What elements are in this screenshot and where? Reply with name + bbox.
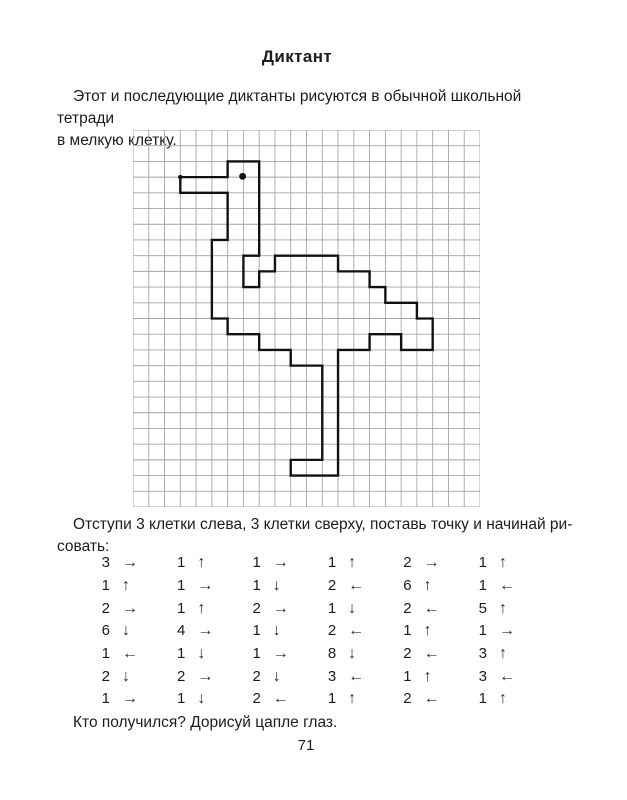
step-arrow-down-icon: ↓: [272, 667, 281, 685]
step-count: 1: [252, 577, 261, 595]
step-count: 2: [101, 599, 110, 617]
step-arrow-down-icon: ↓: [348, 645, 357, 663]
dictation-step: [95, 600, 170, 618]
dictation-step: [472, 554, 547, 572]
step-count: 1: [478, 554, 487, 572]
step-count: 2: [252, 599, 261, 617]
dictation-step: [397, 645, 472, 663]
dictation-step: [95, 554, 170, 572]
step-arrow-left-icon: ←: [122, 645, 138, 663]
step-count: 5: [478, 599, 487, 617]
step-count: 1: [177, 645, 186, 663]
dictation-table: [95, 552, 547, 711]
step-count: 1: [252, 622, 261, 640]
dictation-step: [246, 668, 321, 686]
dictation-step: [95, 577, 170, 595]
step-count: 3: [478, 667, 487, 685]
step-count: 1: [177, 577, 186, 595]
step-arrow-left-icon: ←: [498, 577, 515, 595]
dictation-step: [246, 645, 321, 663]
step-count: 2: [101, 667, 110, 685]
step-count: 6: [101, 622, 110, 640]
dictation-step: [321, 622, 396, 640]
dictation-step: [246, 622, 321, 640]
step-arrow-right-icon: →: [122, 599, 138, 617]
dictation-row: [95, 597, 547, 620]
step-count: 1: [252, 554, 261, 572]
step-arrow-right-icon: →: [197, 667, 214, 685]
step-count: 1: [327, 554, 337, 572]
step-count: 2: [327, 577, 337, 595]
step-arrow-right-icon: →: [122, 690, 138, 708]
dictation-step: [472, 622, 547, 640]
instruction-line: совать:: [57, 538, 110, 555]
instruction-line: Отступи 3 клетки слева, 3 клетки сверху, поставь точку и начинай ри-: [73, 516, 573, 533]
step-count: 1: [403, 667, 412, 685]
dictation-step: [397, 690, 472, 708]
step-arrow-up-icon: ↑: [498, 599, 507, 617]
heron-eye-dot: [239, 173, 246, 180]
dictation-step: [170, 690, 245, 708]
step-count: 3: [101, 554, 110, 572]
dictation-step: [397, 577, 472, 595]
step-count: 2: [403, 690, 412, 708]
dictation-step: [397, 622, 472, 640]
dictation-row: [95, 575, 547, 598]
step-arrow-up-icon: ↑: [197, 554, 206, 572]
dictation-row: [95, 552, 547, 575]
step-count: 1: [177, 554, 186, 572]
dictation-step: [472, 668, 547, 686]
dictation-row: [95, 665, 547, 688]
step-arrow-down-icon: ↓: [272, 622, 281, 640]
step-arrow-left-icon: ←: [498, 667, 515, 685]
step-arrow-down-icon: ↓: [197, 645, 206, 663]
dictation-step: [321, 577, 396, 595]
step-arrow-left-icon: ←: [348, 667, 365, 685]
dictation-step: [95, 690, 170, 708]
step-count: 2: [252, 690, 261, 708]
dictation-step: [472, 577, 547, 595]
step-arrow-up-icon: ↑: [423, 577, 432, 595]
dictation-step: [246, 600, 321, 618]
step-arrow-down-icon: ↓: [197, 690, 206, 708]
step-count: 1: [478, 690, 487, 708]
step-count: 1: [478, 577, 487, 595]
dictation-step: [472, 690, 547, 708]
dictation-step: [397, 668, 472, 686]
step-count: 2: [177, 667, 186, 685]
step-count: 1: [177, 690, 186, 708]
step-count: 2: [403, 645, 412, 663]
step-arrow-left-icon: ←: [423, 599, 440, 617]
step-count: 1: [327, 690, 337, 708]
step-arrow-right-icon: →: [122, 554, 138, 572]
step-arrow-right-icon: →: [272, 599, 289, 617]
dictation-row: [95, 643, 547, 666]
step-arrow-up-icon: ↑: [498, 645, 507, 663]
dictation-step: [321, 668, 396, 686]
step-arrow-right-icon: →: [197, 577, 214, 595]
step-count: 3: [478, 645, 487, 663]
dictation-grid-figure: [133, 130, 480, 507]
step-arrow-up-icon: ↑: [498, 690, 507, 708]
step-count: 1: [101, 690, 110, 708]
dictation-step: [170, 554, 245, 572]
dictation-step: [321, 554, 396, 572]
step-count: 2: [403, 599, 412, 617]
step-count: 1: [101, 577, 110, 595]
page-number: 71: [297, 737, 315, 754]
dictation-step: [397, 554, 472, 572]
start-dot: [178, 175, 183, 180]
dictation-step: [397, 600, 472, 618]
step-arrow-up-icon: ↑: [423, 667, 432, 685]
step-count: 1: [403, 622, 412, 640]
step-count: 1: [177, 599, 186, 617]
step-arrow-down-icon: ↓: [348, 599, 357, 617]
step-count: 1: [252, 645, 261, 663]
dictation-step: [170, 622, 245, 640]
step-arrow-right-icon: →: [272, 645, 289, 663]
dictation-step: [95, 668, 170, 686]
dictation-step: [321, 645, 396, 663]
dictation-step: [170, 600, 245, 618]
dictation-step: [246, 577, 321, 595]
intro-line: в мелкую клетку.: [57, 132, 177, 149]
dictation-step: [170, 645, 245, 663]
dictation-step: [246, 690, 321, 708]
step-count: 4: [177, 622, 186, 640]
dictation-step: [95, 622, 170, 640]
step-count: 8: [327, 645, 337, 663]
dictation-step: [170, 577, 245, 595]
dictation-row: [95, 620, 547, 643]
step-count: 1: [327, 599, 337, 617]
step-arrow-left-icon: ←: [423, 690, 440, 708]
dictation-step: [321, 690, 396, 708]
step-arrow-left-icon: ←: [348, 622, 365, 640]
step-count: 2: [403, 554, 412, 572]
step-count: 3: [327, 667, 337, 685]
dictation-step: [472, 645, 547, 663]
step-arrow-right-icon: →: [272, 554, 289, 572]
step-count: 2: [327, 622, 337, 640]
step-arrow-up-icon: ↑: [423, 622, 432, 640]
step-arrow-down-icon: ↓: [122, 622, 130, 640]
step-count: 6: [403, 577, 412, 595]
intro-line: Этот и последующие диктанты рисуются в обычной школьной тетради: [57, 88, 522, 127]
step-arrow-up-icon: ↑: [348, 554, 357, 572]
dictation-step: [472, 600, 547, 618]
step-arrow-up-icon: ↑: [348, 690, 357, 708]
dictation-step: [246, 554, 321, 572]
step-arrow-right-icon: →: [197, 622, 214, 640]
step-arrow-up-icon: ↑: [122, 577, 130, 595]
step-arrow-down-icon: ↓: [122, 667, 130, 685]
step-arrow-up-icon: ↑: [498, 554, 507, 572]
dictation-row: [95, 688, 547, 711]
step-arrow-up-icon: ↑: [197, 599, 206, 617]
step-arrow-right-icon: →: [498, 622, 515, 640]
dictation-step: [95, 645, 170, 663]
dictation-step: [321, 600, 396, 618]
step-arrow-down-icon: ↓: [272, 577, 281, 595]
step-arrow-left-icon: ←: [348, 577, 365, 595]
step-count: 1: [101, 645, 110, 663]
step-count: 1: [478, 622, 487, 640]
page-title: Диктант: [261, 47, 333, 66]
step-arrow-left-icon: ←: [423, 645, 440, 663]
footer-question: Кто получился? Дорисуй цапле глаз.: [73, 714, 338, 731]
step-arrow-right-icon: →: [423, 554, 440, 572]
step-arrow-left-icon: ←: [272, 690, 289, 708]
dictation-step: [170, 668, 245, 686]
step-count: 2: [252, 667, 261, 685]
